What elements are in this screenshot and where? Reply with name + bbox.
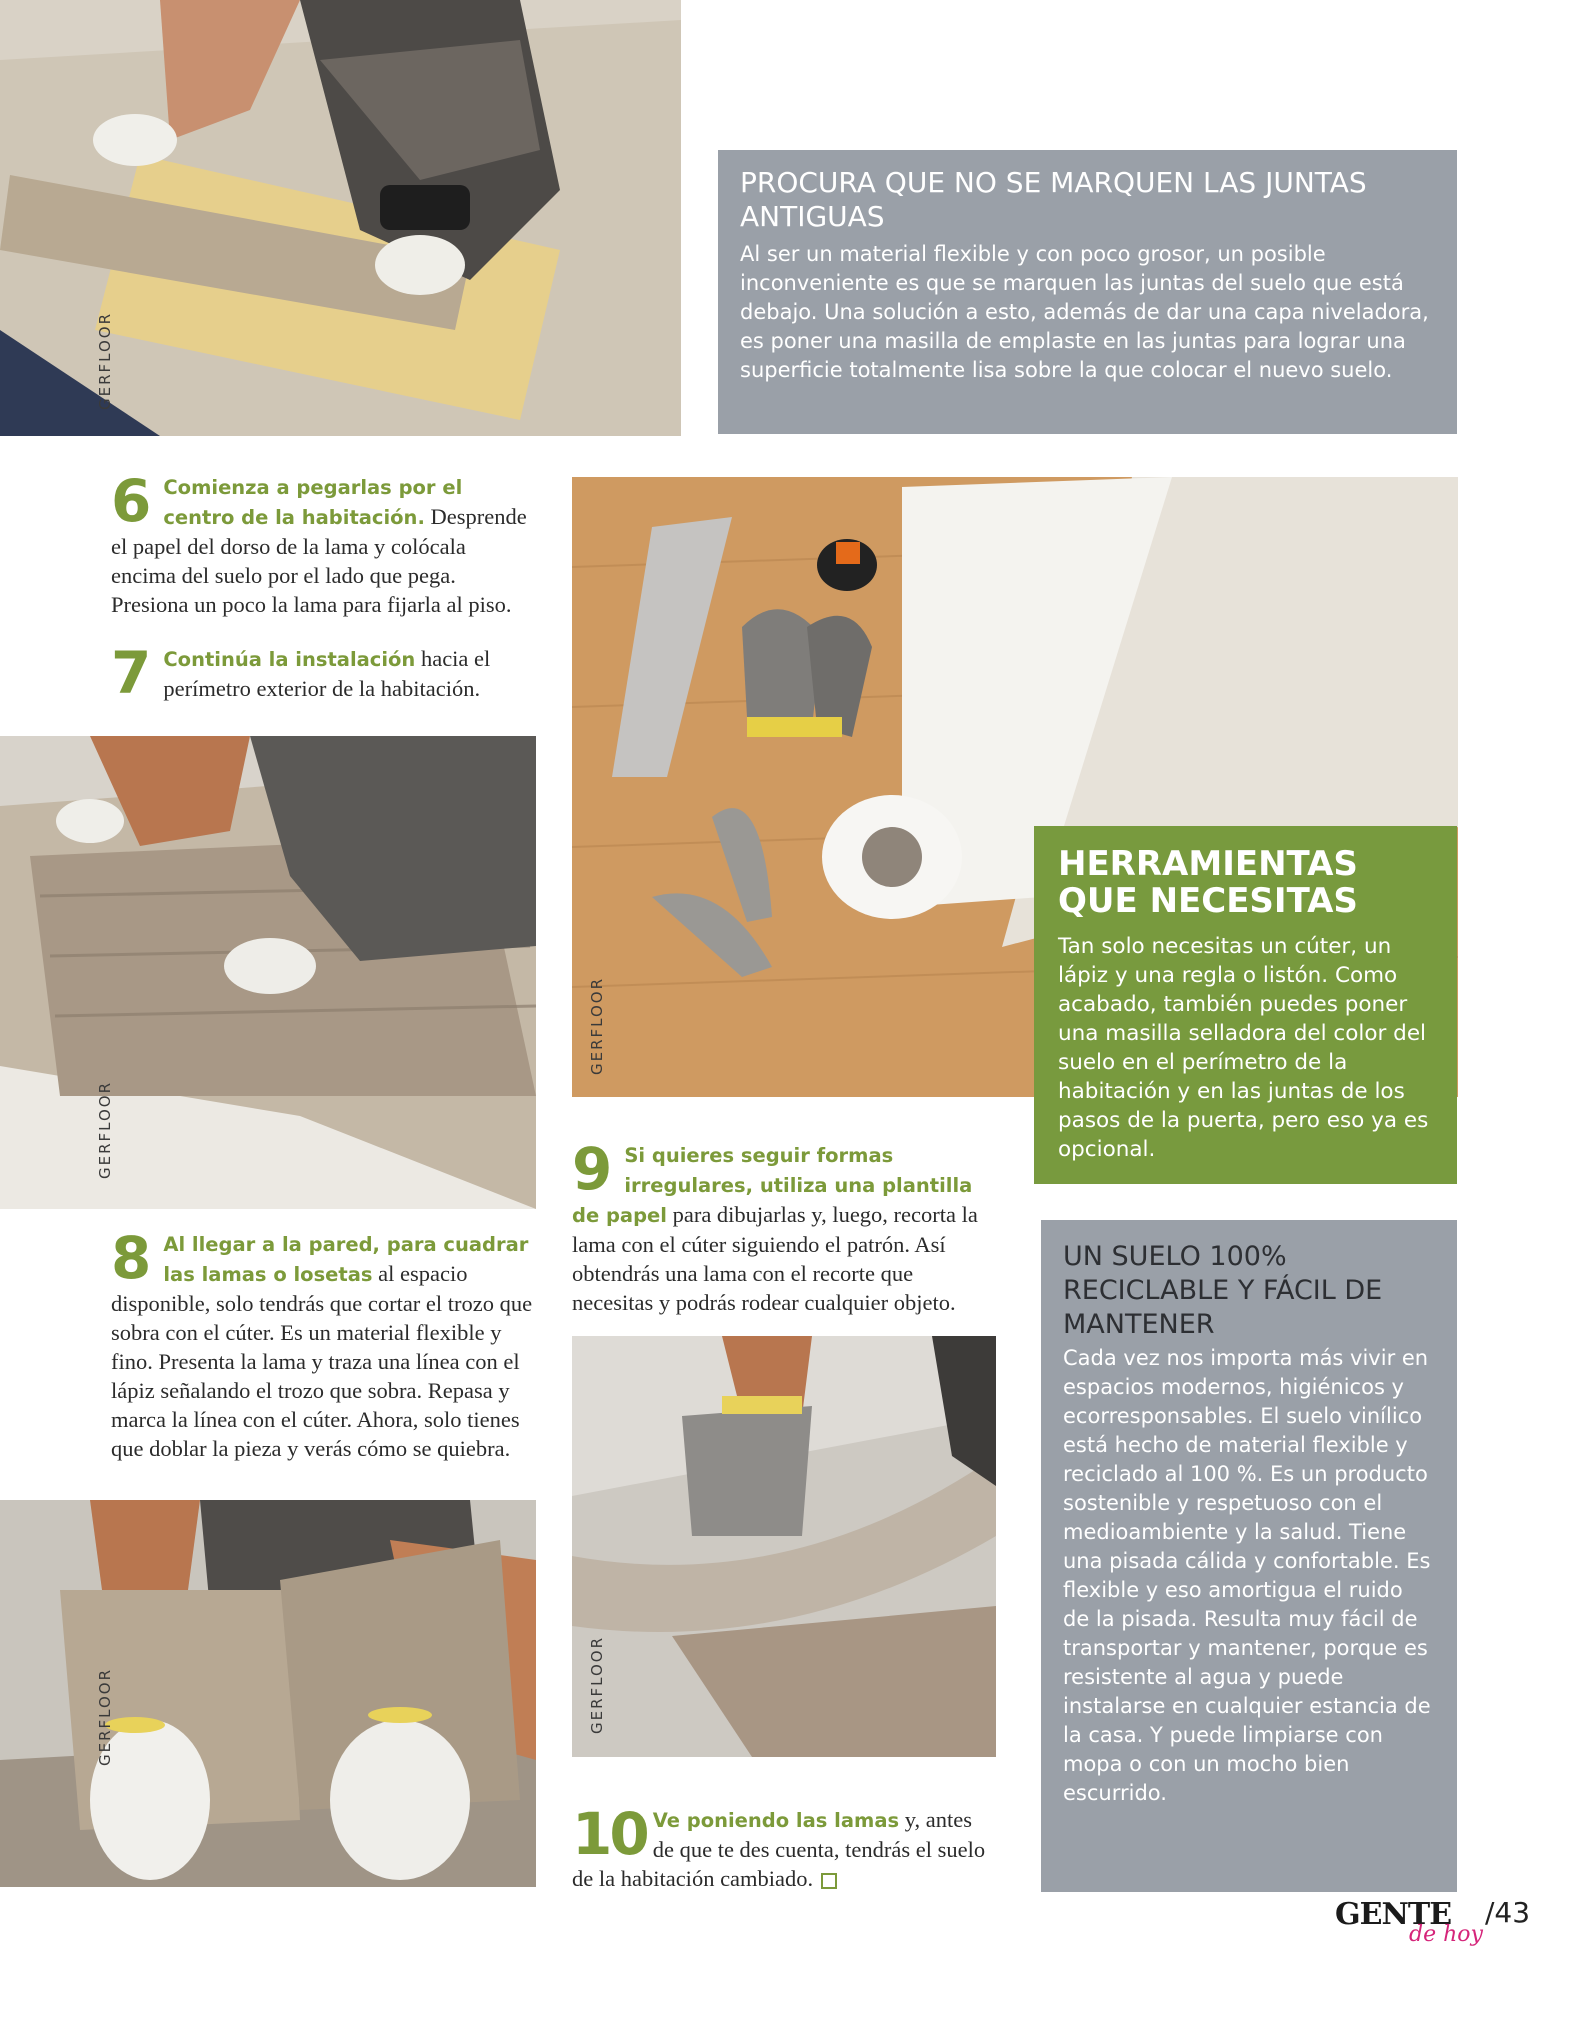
photo-worker-kneeling (0, 736, 536, 1209)
sidebar-tools-box (1034, 826, 1457, 1184)
step-number: 9 (572, 1135, 613, 1203)
end-of-article-icon (821, 1873, 837, 1889)
sidebar-joints-body: Al ser un material flexible y con poco grosor, un posible inconveniente es que se marquen las juntas del suelo que está debajo. Una solución a esto, además de dar una capa niveladora, es poner una masilla de emplaste en las juntas para lograr una superficie totalmente lisa sobre la que colocar el nuevo suelo. (740, 242, 1429, 382)
step-number: 6 (111, 467, 152, 535)
photo-bending-plank (0, 1500, 536, 1887)
step-9 (572, 1135, 997, 1317)
step-lead: Si quieres seguir formas irregulares, utiliza una plantilla de papel (572, 1144, 973, 1227)
step-7 (111, 639, 536, 707)
sidebar-recyclable-box (1041, 1220, 1457, 1892)
photo-credit: GERFLOOR (588, 976, 606, 1075)
magazine-logo-sub: de hoy (1409, 1922, 1483, 1947)
step-number: 10 (572, 1800, 647, 1868)
step-text: hacia el perímetro exterior de la habitación. (163, 646, 491, 701)
photo-credit: GERFLOOR (588, 1635, 606, 1734)
photo-template-cut (572, 1336, 996, 1757)
sidebar-recyclable-body: Cada vez nos importa más vivir en espacios modernos, higiénicos y ecorresponsables. El suelo vinílico está hecho de material flexible y reciclado al 100 %. Es un producto sostenible y respetuoso con el medioambiente y la salud. Tiene una pisada cálida y confortable. Es flexible y eso amortigua el ruido de la pisada. Resulta muy fácil de transportar y mantener, porque es resistente al agua y puede instalarse en cualquier estancia de la casa. Y puede limpiarse con mopa o con un mocho bien escurrido. (1063, 1346, 1431, 1805)
step-lead: Continúa la instalación (163, 648, 416, 671)
step-lead: Comienza a pegarlas por el centro de la habitación. (163, 476, 463, 529)
photo-credit: GERFLOOR (96, 1667, 114, 1766)
sidebar-joints-title: PROCURA QUE NO SE MARQUEN LAS JUNTAS ANTIGUAS (740, 166, 1367, 233)
sidebar-tools-body: Tan solo necesitas un cúter, un lápiz y una regla o listón. Como acabado, también puedes poner una masilla selladora del color del suelo en el perímetro de la habitación y en las juntas de los pasos de la puerta, pero eso ya es opcional. (1058, 934, 1429, 1162)
step-number: 7 (111, 639, 152, 707)
photo-credit: GERFLOOR (96, 311, 114, 410)
photo-worker-laying-plank (0, 0, 681, 436)
sidebar-recyclable-title: UN SUELO 100% RECICLABLE Y FÁCIL DE MANTENER (1063, 1241, 1383, 1340)
footer (1325, 1892, 1555, 1972)
step-8 (111, 1224, 536, 1463)
step-number: 8 (111, 1224, 152, 1292)
step-text: para dibujarlas y, luego, recorta la lama con el cúter siguiendo el patrón. Así obtendrás una lama con el recorte que necesitas y podrás rodear cualquier objeto. (572, 1202, 978, 1315)
step-lead: Al llegar a la pared, para cuadrar las lamas o losetas (163, 1233, 529, 1286)
step-6 (111, 467, 536, 619)
photo-credit: GERFLOOR (96, 1080, 114, 1179)
step-text: y, antes de que te des cuenta, tendrás el suelo de la habitación cambiado. (572, 1807, 986, 1891)
step-10 (572, 1800, 997, 1893)
page-number: /43 (1485, 1896, 1531, 1929)
sidebar-tools-title: HERRAMIENTAS QUE NECESITAS (1058, 844, 1358, 921)
step-text: Desprende el papel del dorso de la lama y colócala encima del suelo por el lado que pega. Presiona un poco la lama para fijarla al piso. (111, 504, 527, 617)
step-lead: Ve poniendo las lamas (652, 1809, 900, 1832)
sidebar-joints-box (718, 150, 1457, 434)
step-text: al espacio disponible, solo tendrás que cortar el trozo que sobra con el cúter. Es un material flexible y fino. Presenta la lama y traza una línea con el lápiz señalando el trozo que sobra. Repasa y marca la línea con el cúter. Ahora, solo tienes que doblar la pieza y verás cómo se quiebra. (111, 1261, 533, 1461)
magazine-logo: GENTE (1335, 1897, 1452, 1932)
